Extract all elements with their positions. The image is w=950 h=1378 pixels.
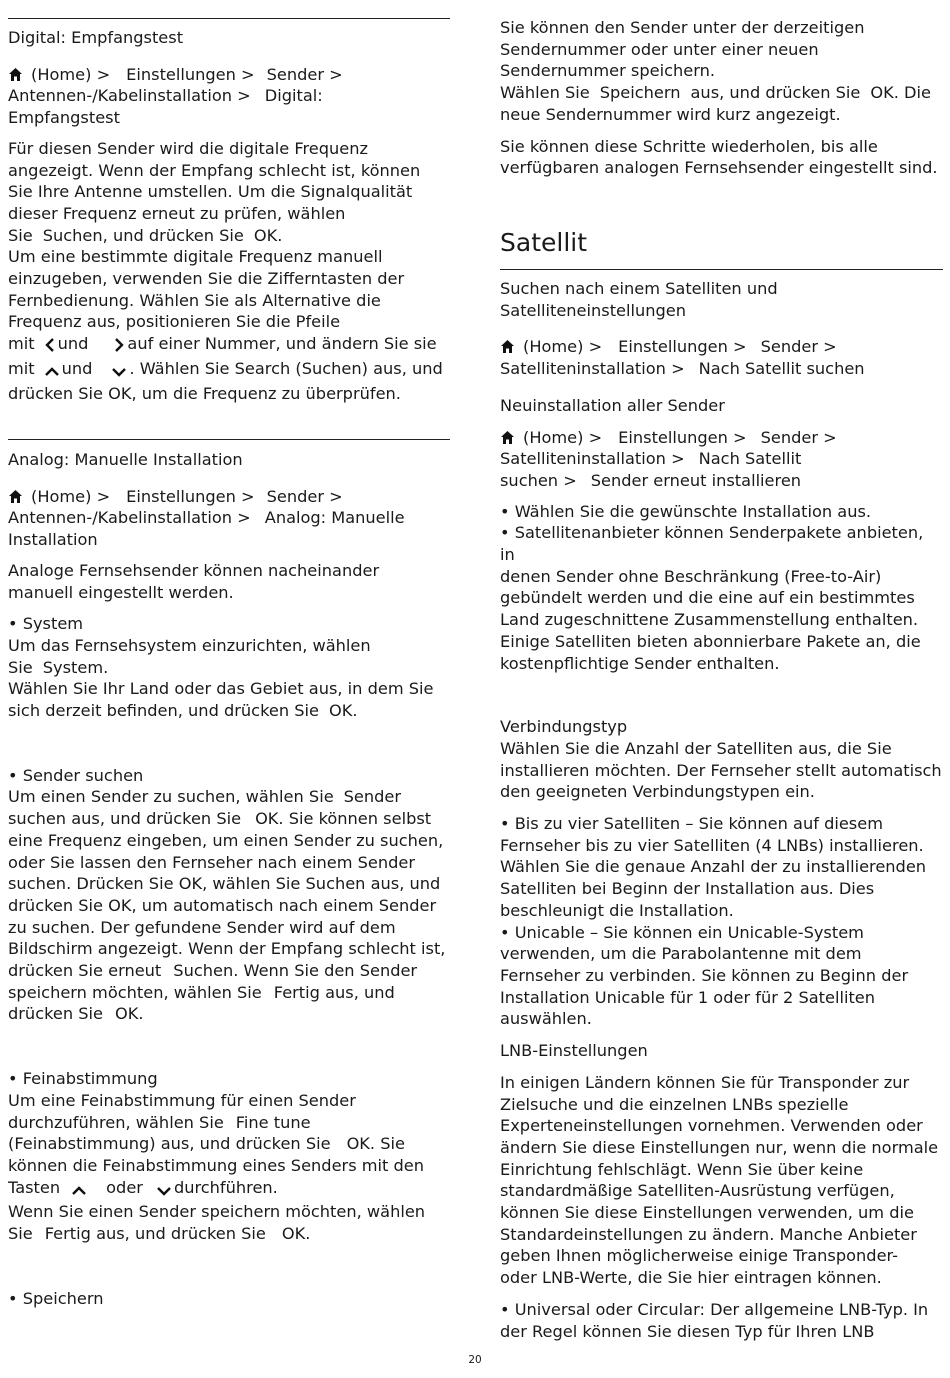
text-line: beschleunigt die Installation. bbox=[500, 900, 734, 920]
text-line: eine Frequenz eingeben, um einen Sender zu suchen, bbox=[8, 830, 444, 850]
arrow-up-icon bbox=[72, 1180, 86, 1202]
text-line: . Die bbox=[893, 83, 931, 103]
subsection-feinabstimmung bbox=[8, 1068, 452, 1245]
text-line: angezeigt. Wenn der Empfang schlecht ist, können bbox=[8, 160, 421, 180]
text-line: Standardeinstellungen zu ändern. Manche Anbieter bbox=[500, 1224, 917, 1244]
breadcrumb-antenna: Antennen-/Kabelinstallation > bbox=[8, 86, 251, 106]
text-line: Satelliteneinstellungen bbox=[500, 300, 687, 320]
text-line: Bildschirm angezeigt. Wenn der Empfang schlecht ist, bbox=[8, 939, 446, 959]
text-line: gebündelt werden und die eine auf ein bestimmtes bbox=[500, 588, 915, 608]
subsection-heading: • Feinabstimmung bbox=[8, 1069, 158, 1089]
breadcrumb-installation: Installation bbox=[8, 530, 98, 550]
text-line: Einige Satelliten bieten abonnierbare Pakete an, die bbox=[500, 631, 921, 651]
paragraph bbox=[500, 501, 943, 675]
bullet-item: • Universal oder Circular: Der allgemeine LNB-Typ. In bbox=[500, 1299, 929, 1319]
speichern-continuation bbox=[500, 17, 943, 179]
text-line: Sie können diese Schritte wiederholen, bis alle bbox=[500, 136, 878, 156]
text-line: geben Ihnen möglicherweise einige Transponder- bbox=[500, 1246, 898, 1266]
key-label: OK bbox=[108, 383, 132, 403]
text-line: Wählen Sie Ihr Land oder das Gebiet aus, in dem Sie bbox=[8, 679, 434, 699]
paragraph bbox=[500, 17, 943, 126]
subsection-heading: • Sender suchen bbox=[8, 765, 144, 785]
text-line: drücken Sie erneut bbox=[8, 961, 162, 981]
text-line: suchen. Drücken Sie bbox=[8, 874, 174, 894]
text-line: und bbox=[61, 358, 93, 378]
text-line: und bbox=[57, 334, 89, 354]
text-line: Um das Fernsehsystem einzurichten, wählen bbox=[8, 635, 371, 655]
breadcrumb-satellite-search: suchen > bbox=[500, 470, 577, 490]
home-icon bbox=[8, 488, 23, 503]
text-line: Für diesen Sender wird die digitale Frequenz bbox=[8, 138, 369, 158]
text-line: zu suchen. Der gefundene Sender wird auf dem bbox=[8, 917, 396, 937]
arrow-left-icon bbox=[45, 336, 55, 358]
text-line: verfügbaren analogen Fernsehsender eingestellt sind. bbox=[500, 158, 938, 178]
home-icon bbox=[500, 429, 515, 444]
text-line: drücken Sie bbox=[8, 1004, 103, 1024]
home-icon bbox=[500, 338, 515, 353]
breadcrumb-home: (Home) > bbox=[523, 337, 603, 357]
text-line: denen Sender ohne Beschränkung (Free-to-Air) bbox=[500, 566, 882, 586]
breadcrumb bbox=[500, 336, 943, 379]
text-line: Land zugeschnittene Zusammenstellung enthalten. bbox=[500, 610, 919, 630]
text-line: aus, und bbox=[373, 358, 443, 378]
text-line: dieser Frequenz erneut zu prüfen, wählen bbox=[8, 203, 346, 223]
text-line: Suchen nach einem Satelliten und bbox=[500, 279, 778, 298]
subsection-speichern bbox=[8, 1288, 452, 1310]
text-line: verwenden, um die Parabolantenne mit dem bbox=[500, 944, 862, 964]
text-line: Experteneinstellungen vornehmen. Verwenden oder bbox=[500, 1116, 923, 1136]
paragraph bbox=[500, 1072, 943, 1289]
text-line: – Sie können ein Unicable-System bbox=[590, 922, 864, 942]
key-label: OK bbox=[255, 809, 279, 829]
section-divider bbox=[500, 269, 943, 270]
text-line: der Regel können Sie diesen Typ für Ihren LNB bbox=[500, 1321, 875, 1341]
text-line: – Sie können auf diesem bbox=[685, 814, 883, 834]
text-line: Sie bbox=[8, 657, 33, 677]
subsection-heading: • System bbox=[8, 614, 84, 634]
subsection-heading: Verbindungstyp bbox=[500, 717, 628, 737]
text-line: Sie Ihre Antenne umstellen. Um die Signalqualität bbox=[8, 182, 413, 202]
key-label: Suchen bbox=[173, 961, 234, 981]
paragraph bbox=[500, 813, 943, 1030]
breadcrumb-sender: Sender > bbox=[266, 486, 343, 506]
key-label: OK bbox=[328, 701, 353, 721]
breadcrumb bbox=[500, 427, 943, 492]
key-label: Search (Suchen) bbox=[234, 358, 368, 378]
text-line: Wenn Sie einen Sender speichern möchten, wählen bbox=[8, 1202, 426, 1222]
key-label: suchen bbox=[8, 809, 67, 829]
text-line: . bbox=[103, 657, 109, 677]
text-line: Wählen Sie bbox=[500, 83, 590, 103]
breadcrumb-settings: Einstellungen > bbox=[618, 337, 747, 357]
section-title: Digital: Empfangstest bbox=[8, 28, 184, 47]
key-label: OK bbox=[346, 1134, 370, 1154]
subsection-system bbox=[8, 613, 452, 722]
chapter-heading: Satellit bbox=[500, 228, 588, 257]
key-label: Fertig bbox=[273, 982, 320, 1002]
text-line: . bbox=[277, 225, 283, 245]
breadcrumb-analog: Analog: Manuelle bbox=[264, 508, 405, 528]
arrow-up-icon bbox=[45, 361, 59, 383]
breadcrumb-home: (Home) > bbox=[523, 427, 603, 447]
text-line: den geeigneten Verbindungstypen ein. bbox=[500, 782, 815, 802]
text-line: einzugeben, verwenden Sie die Zifferntasten der bbox=[8, 269, 405, 289]
text-line: sich derzeit befinden, und drücken Sie bbox=[8, 701, 319, 721]
page-number: 20 bbox=[468, 1354, 482, 1366]
breadcrumb-home: (Home) > bbox=[31, 64, 111, 84]
arrow-down-icon bbox=[157, 1180, 171, 1202]
paragraph bbox=[500, 136, 943, 179]
text-line: In einigen Ländern können Sie für Transponder zur bbox=[500, 1072, 910, 1092]
home-icon bbox=[8, 66, 23, 81]
text-line: Sie bbox=[8, 1224, 33, 1244]
key-label: Suchen bbox=[305, 874, 366, 894]
key-label: OK bbox=[108, 895, 132, 915]
breadcrumb-home: (Home) > bbox=[31, 486, 111, 506]
key-label: Sender bbox=[343, 787, 402, 807]
text-line: Satelliten bei Beginn der Installation aus. Dies bbox=[500, 879, 875, 899]
key-label: (Feinabstimmung) bbox=[8, 1134, 156, 1154]
key-label: System bbox=[42, 657, 104, 677]
breadcrumb-satellite-install: Satelliteninstallation > bbox=[500, 359, 685, 379]
text-line: Sie können den Sender unter der derzeitigen bbox=[500, 18, 865, 37]
text-line: neue Sendernummer wird kurz angezeigt. bbox=[500, 104, 841, 124]
text-line: aus, und drücken Sie bbox=[160, 1134, 331, 1154]
text-line: aus, und drücken Sie bbox=[690, 83, 861, 103]
key-label: OK bbox=[253, 225, 278, 245]
key-label: OK bbox=[281, 1224, 306, 1244]
text-line: auswählen. bbox=[500, 1009, 592, 1029]
text-line: oder bbox=[106, 1177, 143, 1197]
breadcrumb-reinstall: Sender erneut installieren bbox=[590, 470, 802, 490]
text-line: können Sie diese Einstellungen verwenden, um die bbox=[500, 1203, 914, 1223]
text-line: Sendernummer oder unter einer neuen bbox=[500, 39, 819, 59]
text-line: drücken Sie bbox=[8, 383, 103, 403]
breadcrumb-settings: Einstellungen > bbox=[618, 427, 747, 447]
text-line: mit bbox=[8, 358, 35, 378]
section-satellit bbox=[500, 278, 943, 1342]
text-line: aus, und bbox=[325, 982, 395, 1002]
text-line: installieren möchten. Der Fernseher stellt automatisch bbox=[500, 760, 942, 780]
breadcrumb-satellite-install: Satelliteninstallation > bbox=[500, 449, 685, 469]
text-line: Tasten bbox=[8, 1177, 61, 1197]
breadcrumb-settings: Einstellungen > bbox=[126, 64, 255, 84]
text-line: . Wählen Sie bbox=[129, 358, 230, 378]
breadcrumb bbox=[8, 64, 452, 129]
arrow-down-icon bbox=[112, 361, 126, 383]
subsection-heading: LNB-Einstellungen bbox=[500, 1041, 648, 1061]
key-label: Fine tune bbox=[235, 1112, 311, 1132]
text-line: aus, und drücken Sie bbox=[96, 1224, 266, 1244]
paragraph bbox=[8, 560, 452, 603]
subsection-verbindungstyp bbox=[500, 716, 943, 803]
key-label: Speichern bbox=[599, 83, 681, 103]
text-line: durchzuführen, wählen Sie bbox=[8, 1112, 224, 1132]
key-label: OK bbox=[178, 874, 203, 894]
breadcrumb-satellite-search: Nach Satellit suchen bbox=[698, 359, 865, 379]
text-line: Um eine Feinabstimmung für einen Sender bbox=[8, 1090, 356, 1110]
text-line: Sie bbox=[8, 225, 33, 245]
bullet-item: • Satellitenanbieter können Senderpakete anbieten, in bbox=[500, 523, 924, 565]
text-line: kostenpflichtige Sender enthalten. bbox=[500, 653, 780, 673]
breadcrumb-settings: Einstellungen > bbox=[126, 486, 255, 506]
key-label: OK bbox=[114, 1004, 139, 1024]
subsection-heading: Neuinstallation aller Sender bbox=[500, 395, 725, 415]
key-label: Suchen bbox=[42, 225, 103, 245]
breadcrumb-sender: Sender > bbox=[760, 427, 837, 447]
text-line: Wählen Sie die genaue Anzahl der zu installierenden bbox=[500, 857, 927, 877]
text-line: , und drücken Sie bbox=[102, 225, 244, 245]
text-line: speichern möchten, wählen Sie bbox=[8, 982, 262, 1002]
breadcrumb-sender: Sender > bbox=[266, 64, 343, 84]
text-line: ändern Sie diese Einstellungen nur, wenn die normale bbox=[500, 1137, 939, 1157]
subsection-sender-suchen bbox=[8, 765, 452, 1025]
section-divider bbox=[8, 439, 450, 440]
text-line: , um automatisch nach einem Sender bbox=[131, 895, 437, 915]
bullet-item: • Unicable bbox=[500, 922, 585, 942]
paragraph bbox=[500, 1299, 943, 1342]
text-line: Einrichtung fehlschlägt. Wenn Sie über keine bbox=[500, 1159, 864, 1179]
breadcrumb-empfangstest: Empfangstest bbox=[8, 108, 120, 128]
text-line: oder Sie lassen den Fernseher nach einem Sender bbox=[8, 852, 415, 872]
text-line: . Wenn Sie den Sender bbox=[233, 961, 418, 981]
text-line: . bbox=[305, 1224, 311, 1244]
breadcrumb-antenna: Antennen-/Kabelinstallation > bbox=[8, 508, 251, 528]
bullet-item: • Bis zu vier Satelliten bbox=[500, 814, 681, 834]
text-line: Analoge Fernsehsender können nacheinander bbox=[8, 560, 380, 580]
text-line: , wählen Sie bbox=[202, 874, 301, 894]
text-line: . bbox=[352, 701, 358, 721]
text-line: aus, und drücken Sie bbox=[71, 809, 242, 829]
text-line: mit bbox=[8, 334, 35, 354]
text-line: oder LNB-Werte, die Sie hier eintragen können. bbox=[500, 1268, 882, 1288]
text-line: Zielsuche und die einzelnen LNBs spezielle bbox=[500, 1094, 849, 1114]
bullet-item: • Wählen Sie die gewünschte Installation aus. bbox=[500, 501, 872, 521]
breadcrumb-satellite-search: Nach Satellit bbox=[698, 449, 802, 469]
arrow-right-icon bbox=[114, 336, 124, 358]
key-label: Fertig bbox=[44, 1224, 91, 1244]
text-line: Um eine bestimmte digitale Frequenz manuell bbox=[8, 247, 383, 267]
text-line: Sendernummer speichern. bbox=[500, 61, 715, 81]
section-title bbox=[500, 278, 943, 321]
text-line: Wählen Sie die Anzahl der Satelliten aus, die Sie bbox=[500, 738, 892, 758]
text-line: . bbox=[138, 1004, 144, 1024]
section-analog bbox=[8, 449, 452, 1310]
text-line: , um die Frequenz zu überprüfen. bbox=[131, 383, 401, 403]
text-line: Installation Unicable für 1 oder für 2 Satelliten bbox=[500, 987, 876, 1007]
breadcrumb bbox=[8, 486, 452, 551]
breadcrumb-digital: Digital: bbox=[264, 86, 323, 106]
text-line: drücken Sie bbox=[8, 895, 103, 915]
text-line: auf einer Nummer, und ändern Sie sie bbox=[127, 334, 437, 354]
text-line: aus, und bbox=[370, 874, 441, 894]
text-line: . Sie können selbst bbox=[278, 809, 432, 829]
text-line: manuell eingestellt werden. bbox=[8, 582, 234, 602]
text-line: Um einen Sender zu suchen, wählen Sie bbox=[8, 787, 334, 807]
text-line: Frequenz aus, positionieren Sie die Pfeile bbox=[8, 312, 341, 332]
section-divider bbox=[8, 18, 450, 19]
paragraph bbox=[8, 138, 452, 404]
section-digital bbox=[8, 27, 452, 404]
text-line: Fernseher zu verbinden. Sie können zu Beginn der bbox=[500, 965, 909, 985]
subsection-heading: • Speichern bbox=[8, 1288, 104, 1308]
key-label: OK bbox=[870, 83, 894, 103]
text-line: Fernbedienung. Wählen Sie als Alternative die bbox=[8, 290, 381, 310]
text-line: können die Feinabstimmung eines Senders mit den bbox=[8, 1155, 425, 1175]
text-line: Fernseher bis zu vier Satelliten (4 LNBs) installieren. bbox=[500, 835, 924, 855]
section-title: Analog: Manuelle Installation bbox=[8, 450, 243, 469]
text-line: . Sie bbox=[369, 1134, 405, 1154]
text-line: durchführen. bbox=[173, 1177, 278, 1197]
breadcrumb-sender: Sender > bbox=[760, 337, 837, 357]
text-line: standardmäßige Satelliten-Ausrüstung verfügen, bbox=[500, 1181, 895, 1201]
